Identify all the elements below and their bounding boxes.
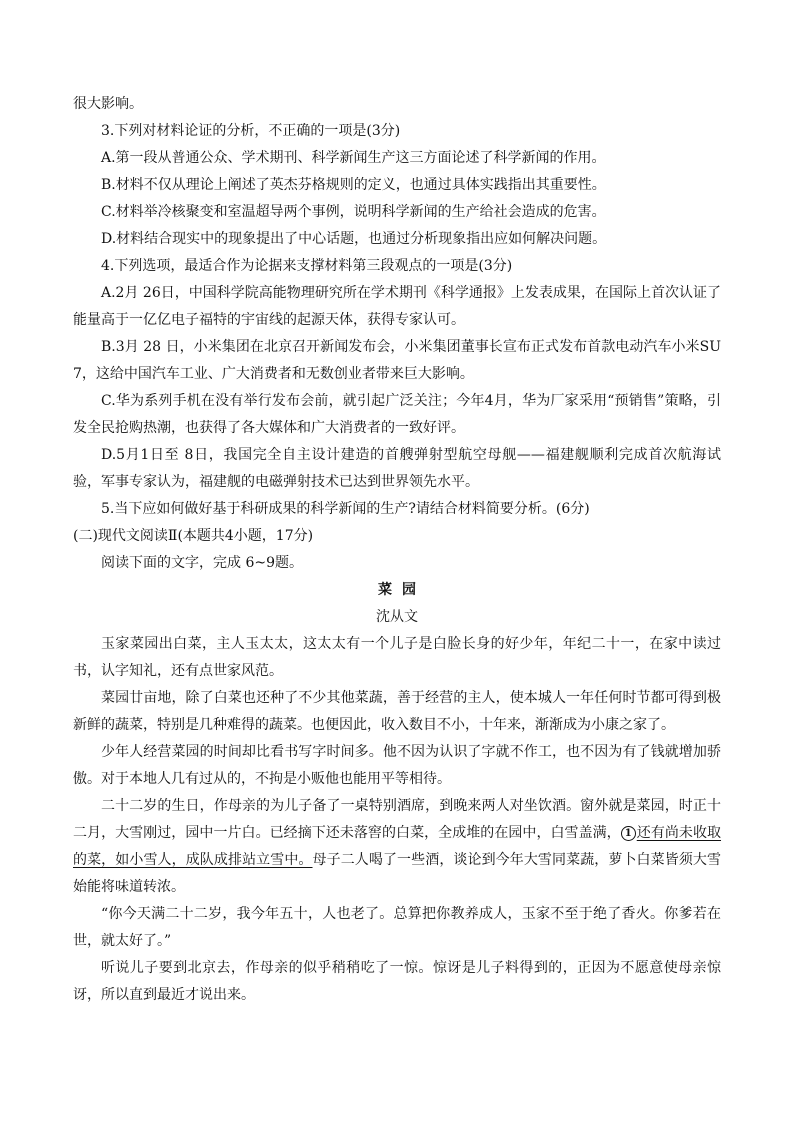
paragraph-1: 玉家菜园出白菜，主人玉太太，这太太有一个儿子是白脸长身的好少年，年纪二十一，在家中读过书，认字知礼，还有点世家风范。 [73, 636, 721, 679]
paragraph-5: “你今天满二十二岁，我今年五十，人也老了。总算把你教养成人，玉家不至于绝了香火。你爹若在世，就太好了。” [73, 906, 721, 949]
question-3: 3.下列对材料论证的分析，不正确的一项是(3分) [101, 123, 401, 139]
paragraph-3: 少年人经营菜园的时间却比看书写字时间多。他不因为认识了字就不作工，也不因为有了钱就增加骄傲。对于本地人几有过从的，不拘是小贩他也能用平等相待。 [73, 744, 721, 787]
question-5: 5.当下应如何做好基于科研成果的科学新闻的生产?请结合材料简要分析。(6分) [101, 501, 590, 517]
paragraph-2: 菜园廿亩地，除了白菜也还种了不少其他菜蔬，善于经营的主人，使本城人一年任何时节都可得到极新鲜的蔬菜，特别是几种难得的蔬菜。也便因此，收入数目不小，十年来，渐渐成为小康之家了。 [73, 690, 721, 733]
article-author: 沈从文 [376, 609, 418, 625]
paragraph-4-tail: 母子二人喝了一些酒，谈论到今年大雪同菜蔬，萝卜白菜皆须大雪始能将味道转浓。 [73, 852, 722, 895]
underlined-sentence-text: 还有尚未收取的菜，如小雪人，成队成排站立雪中。 [73, 825, 722, 868]
section-heading: (二)现代文阅读Ⅱ(本题共4小题，17分) [73, 528, 314, 544]
question-4-option-c: C.华为系列手机在没有举行发布会前，就引起广泛关注；今年4月，华为厂家采用“预销售”策略，引发全民抢购热潮，也获得了各大媒体和广大消费者的一致好评。 [73, 393, 721, 436]
question-4-option-a: A.2月 26日，中国科学院高能物理研究所在学术期刊《科学通报》上发表成果，在国际上首次认证了能量高于一亿亿电子福特的宇宙线的起源天体，获得专家认可。 [73, 285, 721, 328]
document-body [73, 91, 721, 1009]
question-3-option-c: C.材料举冷核聚变和室温超导两个事例，说明科学新闻的生产给社会造成的危害。 [101, 204, 606, 220]
article-title: 菜园 [378, 582, 426, 598]
question-3-option-d: D.材料结合现实中的现象提出了中心话题，也通过分析现象指出应如何解决问题。 [101, 231, 607, 247]
question-4-option-d: D.5月1日至 8日，我国完全自主设计建造的首艘弹射型航空母舰——福建舰顺利完成首次航海试验，军事专家认为，福建舰的电磁弹射技术已达到世界领先水平。 [73, 447, 721, 490]
circled-number-marker: 1 [621, 826, 636, 841]
paragraph-6: 听说儿子要到北京去，作母亲的似乎稍稍吃了一惊。惊讶是儿子料得到的，正因为不愿意使母亲惊讶，所以直到最近才说出来。 [73, 960, 721, 1003]
question-4-option-b: B.3月 28 日，小米集团在北京召开新闻发布会，小米集团董事长宣布正式发布首款电动汽车小米SU7，这给中国汽车工业、广大消费者和无数创业者带来巨大影响。 [73, 339, 721, 382]
paragraph-4-lead: 二十二岁的生日，作母亲的为儿子备了一桌特别酒席，到晚来两人对坐饮酒。窗外就是菜园，时正十二月，大雪刚过，园中一片白。已经摘下还未落窖的白菜，全成堆的在园中，白雪盖满， [73, 798, 721, 841]
paragraph-4 [73, 793, 721, 901]
reading-instruction: 阅读下面的文字，完成 6~9题。 [101, 555, 303, 571]
question-3-option-a: A.第一段从普通公众、学术期刊、科学新闻生产这三方面论述了科学新闻的作用。 [101, 150, 606, 166]
question-4: 4.下列选项，最适合作为论据来支撑材料第三段观点的一项是(3分) [101, 258, 513, 274]
question-3-option-b: B.材料不仅从理论上阐述了英杰芬格规则的定义，也通过具体实践指出其重要性。 [101, 177, 606, 193]
text-line-continuation: 很大影响。 [73, 96, 143, 112]
